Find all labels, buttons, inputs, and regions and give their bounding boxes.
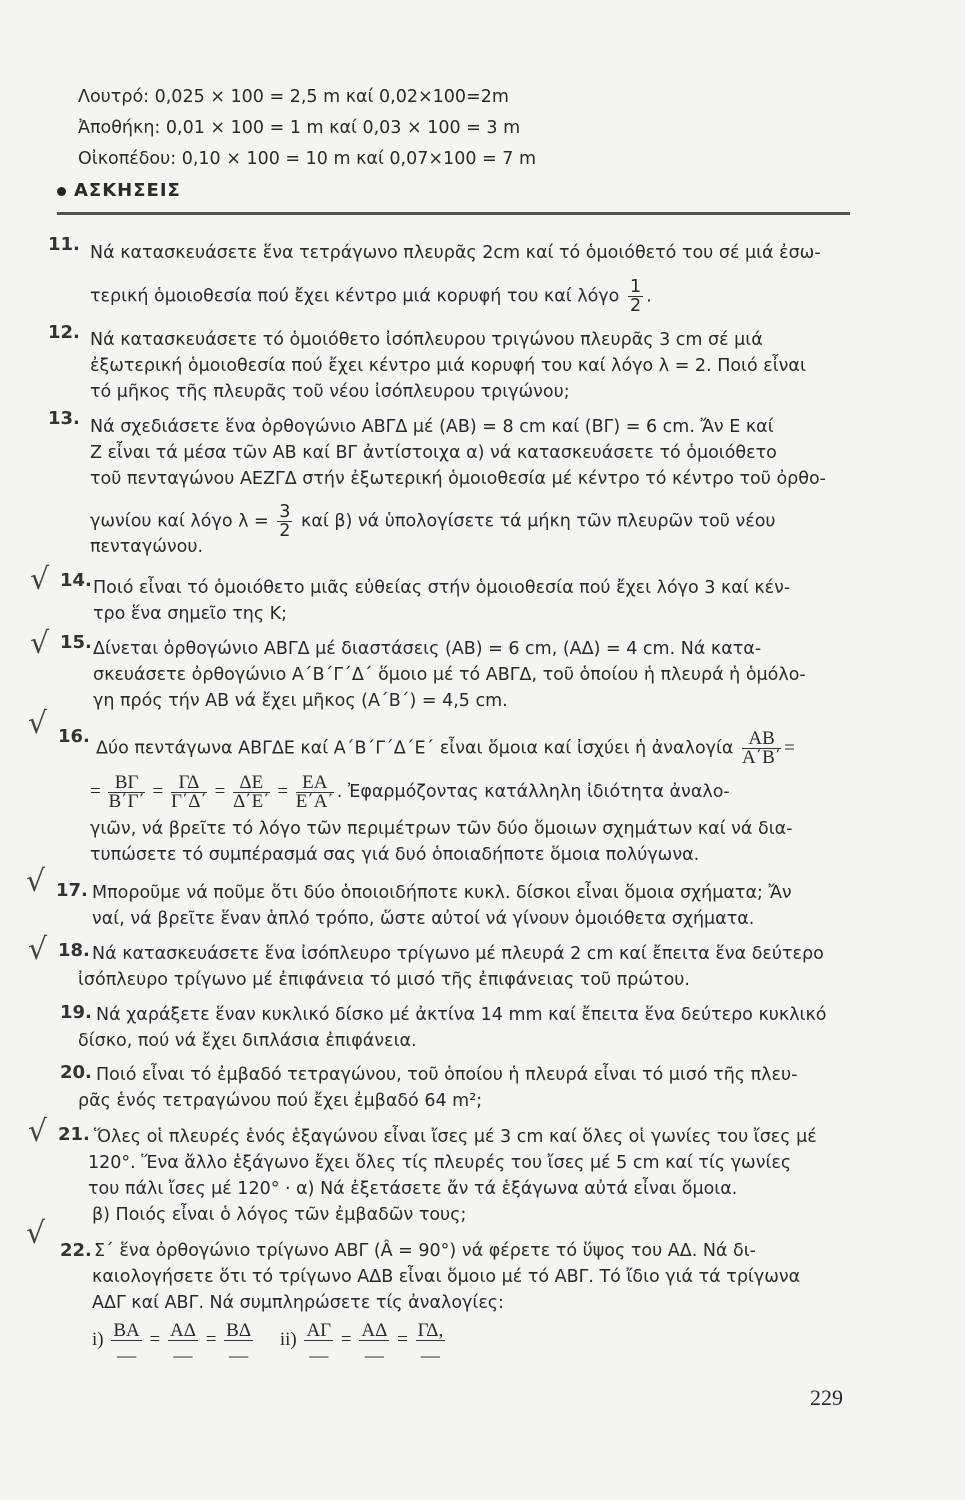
exercise-18-number: 18. — [58, 940, 90, 961]
ratio-ea: $\frac{EA}{E΄A΄}$ — [295, 772, 334, 812]
exercise-22-line-3: ΑΔΓ καί ΑΒΓ. Νά συμπληρώσετε τίς ἀναλογίες: — [92, 1293, 504, 1313]
exercise-12-line-3: τό μῆκος τῆς πλευρᾶς τοῦ νέου ἰσόπλευρου τριγώνου; — [90, 382, 570, 402]
section-divider — [57, 212, 850, 215]
checkmark-icon: √ — [30, 626, 50, 661]
exercise-18-line-2: ἰσόπλευρο τρίγωνο μέ ἐπιφάνεια τό μισό τῆς ἐπιφάνειας τοῦ πρώτου. — [78, 970, 690, 990]
checkmark-icon: √ — [30, 562, 50, 597]
exercise-11-line-2-text: τερική ὁμοιοθεσία πού ἔχει κέντρο μιά κορυφή του καί λόγο — [90, 286, 620, 307]
exercise-13-line-1: Νά σχεδιάσετε ἕνα ὀρθογώνιο ΑΒΓΔ μέ (ΑΒ) = 8 cm καί (ΒΓ) = 6 cm. Ἄν Ε καί — [90, 417, 774, 437]
exercise-16-number: 16. — [58, 726, 90, 747]
blank-ratio-ad: $\frac{A\Delta}{\_\_}$ — [169, 1320, 196, 1360]
exercise-15-number: 15. — [60, 632, 92, 653]
fraction-one-half: $\frac{1}{2}$ — [629, 277, 642, 316]
exercise-19-number: 19. — [60, 1002, 92, 1023]
section-title: ΑΣΚΗΣΕΙΣ — [74, 180, 181, 201]
checkmark-icon: √ — [26, 864, 46, 899]
exercise-22-proportions: i) $\frac{BA}{\_\_}$ = $\frac{A\Delta}{\_\_}$ = $\frac{B\Delta}{\_\_}$ ii) $\frac{A\Gamma}{\_\_}$ = $\frac{A\Delta}{\_\_}$ = $\frac{\Gamma\Delta,}{\_\_}$ — [92, 1320, 444, 1360]
blank-ratio-ag: $\frac{A\Gamma}{\_\_}$ — [306, 1320, 332, 1360]
exercise-21-line-2: 120°. Ἕνα ἄλλο ἑξάγωνο ἔχει ὅλες τίς πλευρές του ἴσες μέ 5 cm καί τίς γωνίες — [88, 1153, 792, 1173]
exercise-13-number: 13. — [48, 408, 80, 429]
exercise-17-line-2: ναί, νά βρεῖτε ἕναν ἁπλό τρόπο, ὥστε αὐτοί νά γίνουν ὁμοιόθετα σχήματα. — [92, 909, 755, 929]
exercise-21-line-1: Ὅλες οἱ πλευρές ἑνός ἑξαγώνου εἶναι ἴσες μέ 3 cm καί ὅλες οἱ γωνίες του ἴσες μέ — [94, 1127, 817, 1147]
exercise-20-line-2: ρᾶς ἑνός τετραγώνου πού ἔχει ἐμβαδό 64 m²; — [78, 1091, 483, 1111]
ratio-gd: $\frac{\Gamma\Delta}{\Gamma΄\Delta΄}$ — [171, 772, 207, 812]
exercise-14-line-1: Ποιό εἶναι τό ὁμοιόθετο μιᾶς εὐθείας στήν ὁμοιοθεσία πού ἔχει λόγο 3 καί κέν- — [93, 578, 791, 598]
exercise-16-line-1: Δύο πεντάγωνα ΑΒΓΔΕ καί Α΄Β΄Γ΄Δ΄Ε΄ εἶναι ὅμοια καί ἰσχύει ἡ ἀναλογία $\frac{AB}{A΄B΄}$ = — [96, 728, 795, 768]
exercise-12-number: 12. — [48, 322, 80, 343]
ratio-ab: $\frac{AB}{A΄B΄}$ — [742, 728, 782, 768]
exercise-22-number: 22. — [60, 1240, 92, 1261]
exercise-16-line-2: = $\frac{B\Gamma}{B΄\Gamma΄}$ = $\frac{\Gamma\Delta}{\Gamma΄\Delta΄}$ = $\frac{\Delta E}{\Delta΄E΄}$ = $\frac{EA}{E΄A΄}$ . Ἐφαρμόζοντας κατάλληλη ἰδιότητα ἀναλο- — [90, 772, 730, 812]
header-line-1: Λουτρό: 0,025 × 100 = 2,5 m καί 0,02×100=2m — [78, 87, 509, 107]
exercise-20-number: 20. — [60, 1062, 92, 1083]
exercise-19-line-1: Νά χαράξετε ἕναν κυκλικό δίσκο μέ ἀκτίνα 14 mm καί ἔπειτα ἕνα δεύτερο κυκλικό — [96, 1005, 827, 1025]
exercise-19-line-2: δίσκο, πού νά ἔχει διπλάσια ἐπιφάνεια. — [78, 1031, 417, 1051]
exercise-15-line-2: σκευάσετε ὀρθογώνιο Α΄Β΄Γ΄Δ΄ ὅμοιο μέ τό ΑΒΓΔ, τοῦ ὁποίου ἡ πλευρά ἡ ὁμόλο- — [93, 665, 806, 685]
exercise-21-line-3: του πάλι ἴσες μέ 120° · α) Νά ἐξετάσετε ἄν τά ἑξάγωνα αὐτά εἶναι ὅμοια. — [88, 1179, 738, 1199]
exercise-21-number: 21. — [58, 1124, 90, 1145]
exercise-18-line-1: Νά κατασκευάσετε ἕνα ἰσόπλευρο τρίγωνο μέ πλευρά 2 cm καί ἔπειτα ἕνα δεύτερο — [92, 944, 824, 964]
exercise-16-line-3: γιῶν, νά βρεῖτε τό λόγο τῶν περιμέτρων τῶν δύο ὅμοιων σχημάτων καί νά δια- — [90, 819, 793, 839]
exercise-22-line-1: Σ΄ ἕνα ὀρθογώνιο τρίγωνο ΑΒΓ (Â = 90°) νά φέρετε τό ὕψος του ΑΔ. Νά δι- — [94, 1241, 756, 1261]
exercise-17-number: 17. — [56, 880, 88, 901]
blank-ratio-bd: $\frac{B\Delta}{\_\_}$ — [226, 1320, 252, 1360]
section-heading — [57, 180, 181, 201]
exercise-11-line-2: τερική ὁμοιοθεσία πού ἔχει κέντρο μιά κορυφή του καί λόγο $\frac{1}{2}$ . — [90, 277, 652, 316]
exercise-13-line-2: Ζ εἶναι τά μέσα τῶν ΑΒ καί ΒΓ ἀντίστοιχα α) νά κατασκευάσετε τό ὁμοιόθετο — [90, 443, 777, 463]
exercise-17-line-1: Μποροῦμε νά ποῦμε ὅτι δύο ὁποιοιδήποτε κυκλ. δίσκοι εἶναι ὅμοια σχήματα; Ἄν — [92, 883, 792, 903]
exercise-22-line-2: καιολογήσετε ὅτι τό τρίγωνο ΑΔΒ εἶναι ὅμοιο μέ τό ΑΒΓ. Τό ἴδιο γιά τά τρίγωνα — [92, 1267, 801, 1287]
ratio-bg: $\frac{B\Gamma}{B΄\Gamma΄}$ — [108, 772, 145, 812]
exercise-11-number: 11. — [48, 234, 80, 255]
exercise-21-line-4: β) Ποιός εἶναι ὁ λόγος τῶν ἐμβαδῶν τους; — [92, 1205, 467, 1225]
exercise-12-line-1: Νά κατασκευάσετε τό ὁμοιόθετο ἰσόπλευρου τριγώνου πλευρᾶς 3 cm σέ μιά — [90, 330, 763, 350]
blank-ratio-gd: $\frac{\Gamma\Delta,}{\_\_}$ — [417, 1320, 444, 1360]
fraction-three-halves: $\frac{3}{2}$ — [279, 502, 291, 541]
exercise-20-line-1: Ποιό εἶναι τό ἐμβαδό τετραγώνου, τοῦ ὁποίου ἡ πλευρά εἶναι τό μισό τῆς πλευ- — [96, 1065, 798, 1085]
exercise-11-line-1: Νά κατασκευάσετε ἕνα τετράγωνο πλευρᾶς 2cm καί τό ὁμοιόθετό του σέ μιά ἐσω- — [90, 243, 821, 263]
exercise-13-line-4: γωνίου καί λόγο λ = $\frac{3}{2}$ καί β) νά ὑπολογίσετε τά μήκη τῶν πλευρῶν τοῦ νέου — [90, 502, 776, 541]
header-line-2: Ἀποθήκη: 0,01 × 100 = 1 m καί 0,03 × 100 = 3 m — [78, 118, 521, 138]
checkmark-icon: √ — [28, 706, 48, 741]
exercise-15-line-1: Δίνεται ὀρθογώνιο ΑΒΓΔ μέ διαστάσεις (ΑΒ) = 6 cm, (ΑΔ) = 4 cm. Νά κατα- — [93, 639, 762, 659]
blank-ratio-ad2: $\frac{A\Delta}{\_\_}$ — [361, 1320, 388, 1360]
exercise-15-line-3: γη πρός τήν ΑΒ νά ἔχει μῆκος (Α΄Β΄) = 4,5 cm. — [93, 691, 508, 711]
page-number: 229 — [810, 1385, 843, 1410]
exercise-14-number: 14. — [60, 570, 92, 591]
checkmark-icon: √ — [26, 1216, 46, 1251]
exercise-13-line-3: τοῦ πενταγώνου ΑΕΖΓΔ στήν ἐξωτερική ὁμοιοθεσία μέ κέντρο τό κέντρο τοῦ ὀρθο- — [90, 469, 826, 489]
exercise-13-line-5: πενταγώνου. — [90, 537, 204, 557]
ratio-de: $\frac{\Delta E}{\Delta΄E΄}$ — [233, 772, 270, 812]
checkmark-icon: √ — [28, 1114, 48, 1149]
header-line-3: Οἰκοπέδου: 0,10 × 100 = 10 m καί 0,07×100 = 7 m — [78, 149, 536, 169]
exercise-14-line-2: τρο ἕνα σημεῖο της Κ; — [93, 604, 288, 624]
checkmark-icon: √ — [28, 932, 48, 967]
bullet-icon — [57, 187, 66, 196]
exercise-12-line-2: ἐξωτερική ὁμοιοθεσία πού ἔχει κέντρο μιά κορυφή του καί λόγο λ = 2. Ποιό εἶναι — [90, 356, 806, 376]
exercise-16-line-4: τυπώσετε τό συμπέρασμά σας γιά δυό ὁποιαδήποτε ὅμοια πολύγωνα. — [90, 845, 700, 865]
blank-ratio-ba: $\frac{BA}{\_\_}$ — [113, 1320, 140, 1360]
